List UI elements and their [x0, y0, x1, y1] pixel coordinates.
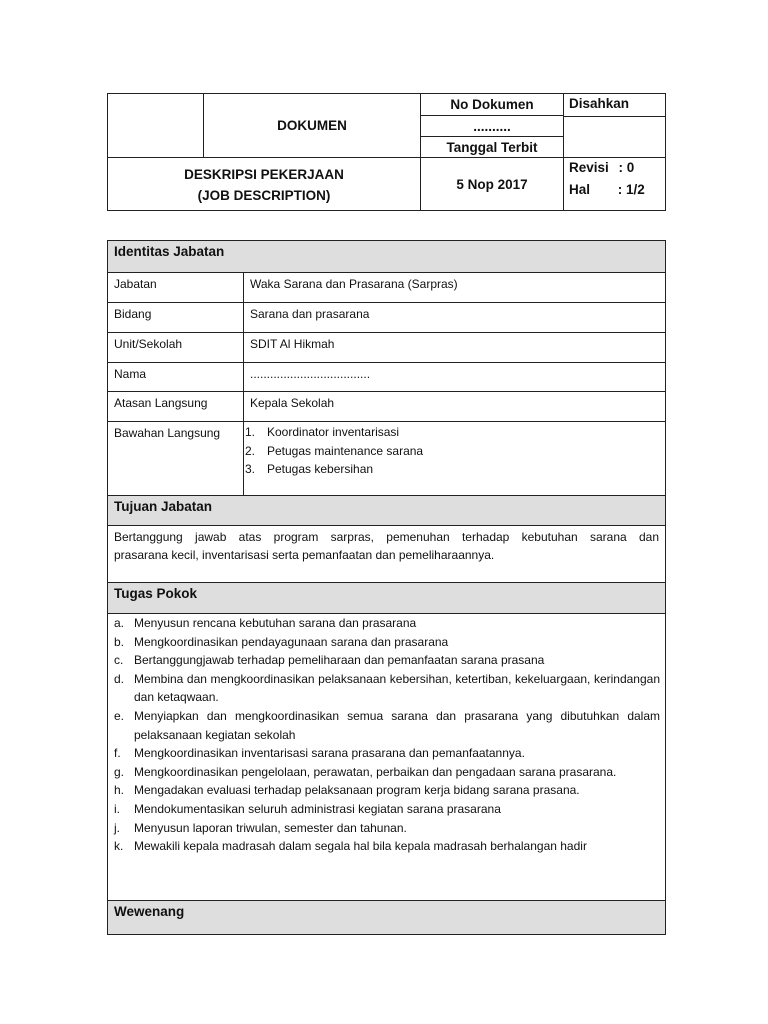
- dokumen-label: DOKUMEN: [277, 118, 347, 133]
- tujuan-line-1: Bertanggung jawab atas program sarpras, pemenuhan terhadap kebutuhan sarana dan: [114, 530, 659, 544]
- row-value-nama: ....................................: [250, 367, 371, 381]
- row-label-atasan: Atasan Langsung: [114, 396, 208, 410]
- header-divider: [563, 94, 564, 211]
- tujuan-line-2: prasarana kecil, inventarisasi serta pemanfaatan dan pemeliharaannya.: [114, 548, 495, 562]
- tugas-title: Tugas Pokok: [108, 583, 665, 614]
- main-table: [107, 240, 666, 935]
- row-value-atasan: Kepala Sekolah: [250, 396, 335, 410]
- list-item: d. Membina dan mengkoordinasikan pelaksanaan kebersihan, ketertiban, kekeluargaan, kerindangan dan ketaqwaan.: [114, 671, 660, 705]
- title-line-2: (JOB DESCRIPTION): [197, 187, 331, 203]
- header-table: [107, 93, 666, 211]
- list-item: i. Mendokumentasikan seluruh administrasi kegiatan sarana prasarana: [114, 801, 501, 816]
- list-item: c. Bertanggungjawab terhadap pemeliharaan dan pemanfaatan sarana prasana: [114, 653, 545, 668]
- tanggal-terbit-value: 5 Nop 2017: [456, 177, 528, 192]
- revisi-label: Revisi: [569, 160, 609, 175]
- row-label-bawahan: Bawahan Langsung: [114, 426, 221, 440]
- bawahan-list-cell: [245, 422, 665, 495]
- hal-value: : 1/2: [617, 182, 645, 197]
- no-dokumen-label: No Dokumen: [450, 97, 534, 112]
- hal-label: Hal: [569, 182, 591, 197]
- wewenang-title: Wewenang: [108, 901, 665, 934]
- revisi-row: [569, 160, 665, 180]
- document-title: [108, 158, 420, 211]
- tugas-list-cell: [114, 614, 660, 871]
- tanggal-terbit-label: Tanggal Terbit: [446, 139, 538, 155]
- identitas-title: Identitas Jabatan: [108, 241, 665, 273]
- tujuan-text: [114, 527, 659, 582]
- list-item: g. Mengkoordinasikan pengelolaan, perawatan, perbaikan dan pengadaan sarana prasarana.: [114, 764, 617, 779]
- disahkan-label: Disahkan: [569, 96, 630, 111]
- row-value-jabatan: Waka Sarana dan Prasarana (Sarpras): [250, 277, 458, 291]
- no-dokumen-value: ..........: [473, 118, 511, 134]
- list-item: 3. Petugas kebersihan: [245, 462, 374, 476]
- tugas-list: [114, 614, 660, 856]
- list-item: a. Menyusun rencana kebutuhan sarana dan prasarana: [114, 616, 417, 630]
- title-line-1: DESKRIPSI PEKERJAAN: [184, 166, 344, 182]
- list-item: b. Mengkoordinasikan pendayagunaan sarana dan prasarana: [114, 634, 449, 649]
- row-label-unit: Unit/Sekolah: [114, 337, 183, 351]
- bawahan-list: [245, 423, 665, 479]
- row-label-jabatan: Jabatan: [114, 277, 157, 291]
- list-item: 1. Koordinator inventarisasi: [245, 425, 400, 439]
- revisi-value: : 0: [618, 160, 635, 175]
- header-divider: [563, 116, 665, 117]
- tujuan-title: Tujuan Jabatan: [108, 496, 665, 526]
- list-item: e. Menyiapkan dan mengkoordinasikan semua sarana dan prasarana yang dibutuhkan dalam pelaksanaan kegiatan sekolah: [114, 708, 660, 742]
- row-value-unit: SDIT Al Hikmah: [250, 337, 335, 351]
- row-label-bidang: Bidang: [114, 307, 152, 321]
- list-item: h. Mengadakan evaluasi terhadap pelaksanaan program kerja bidang sarana prasana.: [114, 783, 580, 798]
- list-item: k. Mewakili kepala madrasah dalam segala hal bila kepala madrasah berhalangan hadir: [114, 839, 587, 854]
- list-item: 2. Petugas maintenance sarana: [245, 443, 424, 458]
- list-item: j. Menyusun laporan triwulan, semester dan tahunan.: [114, 820, 407, 835]
- hal-row: [569, 182, 665, 202]
- row-value-bidang: Sarana dan prasarana: [250, 307, 370, 321]
- list-item: f. Mengkoordinasikan inventarisasi sarana prasarana dan pemanfaatannya.: [114, 746, 525, 761]
- row-label-nama: Nama: [114, 367, 147, 381]
